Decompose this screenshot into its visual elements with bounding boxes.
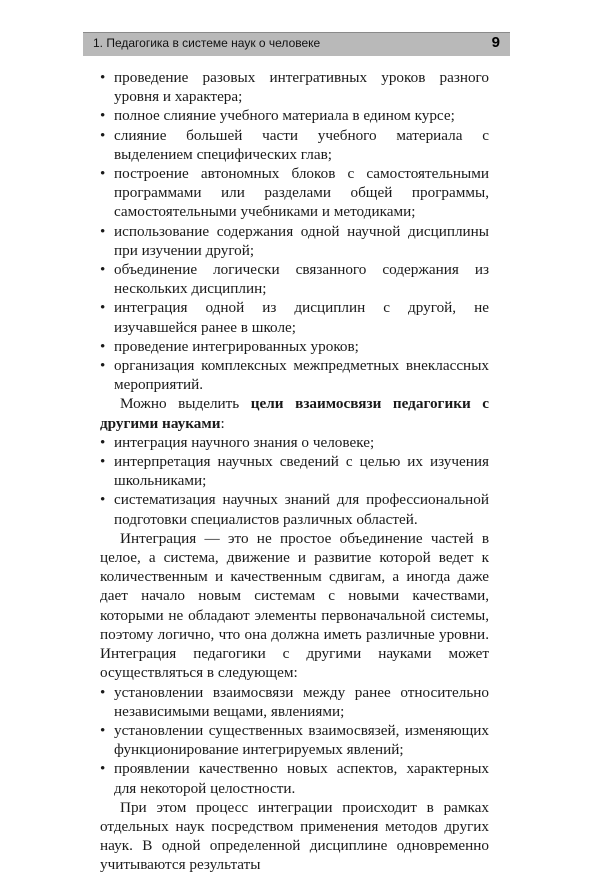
list-item: • интеграция одной из дисциплин с другой, не изучавшейся ранее в школе; [100, 298, 489, 336]
list-item: • использование содержания одной научной дисциплины при изучении другой; [100, 222, 489, 260]
chapter-title: 1. Педагогика в системе наук о человеке [93, 36, 321, 50]
list-item: • интерпретация научных сведений с целью их изучения школьниками; [100, 452, 489, 490]
list-item: • проявлении качественно новых аспектов, характерных для некоторой целостности. [100, 759, 489, 797]
list-item: • слияние большей части учебного материала с выделением специфических глав; [100, 126, 489, 164]
goals-intro-paragraph [100, 394, 489, 432]
intro-tail-text: : [220, 414, 225, 432]
page-number: 9 [491, 34, 500, 51]
list-item: • интеграция научного знания о человеке; [100, 433, 489, 452]
integration-forms-list [100, 68, 489, 394]
running-header [83, 32, 510, 56]
list-item: • организация комплексных межпредметных внеклассных мероприятий. [100, 356, 489, 394]
list-item: • систематизация научных знаний для профессиональной подготовки специалистов различных областей. [100, 490, 489, 528]
closing-paragraph: При этом процесс интеграции происходит в рамках отдельных наук посредством применения методов других наук. В одной определенной дисциплине одновременно учитываются результаты [100, 798, 489, 874]
list-item: • построение автономных блоков с самостоятельными программами или разделами общей программы, самостоятельными учебниками и методиками; [100, 164, 489, 222]
list-item: • полное слияние учебного материала в едином курсе; [100, 106, 489, 125]
page-body [100, 68, 489, 875]
integration-levels-list [100, 683, 489, 798]
list-item: • установлении существенных взаимосвязей, изменяющих функционирование интегрируемых явлений; [100, 721, 489, 759]
list-item: • объединение логически связанного содержания из нескольких дисциплин; [100, 260, 489, 298]
goals-emphasis: цели взаимосвязи педагогики с другими науками [100, 395, 489, 432]
list-item: • установлении взаимосвязи между ранее относительно независимыми вещами, явлениями; [100, 683, 489, 721]
goals-list [100, 433, 489, 529]
integration-definition-paragraph: Интеграция — это не простое объединение частей в целое, а система, движение и развитие которой ведет к количественным и качественным сдвигам, а иногда даже дает начало новым системам с новыми качествами, которыми не обладают элементы первоначальной системы, поэтому логично, что она должна иметь различные уровни. Интеграция педагогики с другими науками может осуществляться в следующем: [100, 529, 489, 682]
list-item: • проведение интегрированных уроков; [100, 337, 489, 356]
list-item: • проведение разовых интегративных уроков разного уровня и характера; [100, 68, 489, 106]
intro-lead-text: Можно выделить [120, 395, 251, 413]
